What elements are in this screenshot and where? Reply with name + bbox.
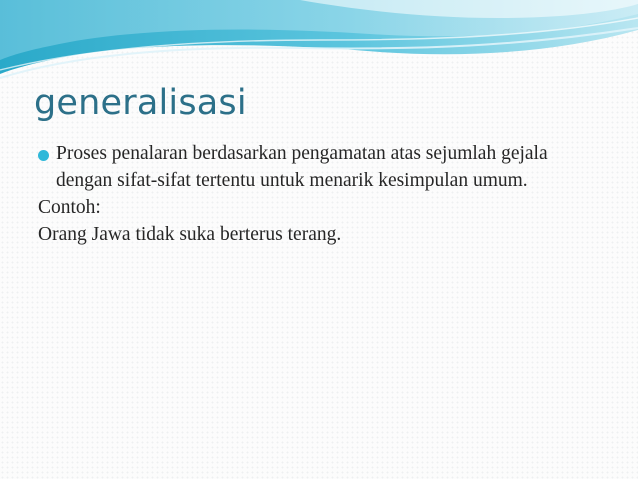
slide-content (38, 140, 598, 248)
header-wave-decoration (0, 0, 638, 80)
bullet-item (38, 140, 598, 194)
bullet-icon (38, 150, 49, 161)
example-text: Orang Jawa tidak suka berterus terang. (38, 224, 342, 245)
slide-title: generalisasi (34, 83, 247, 123)
bullet-text: Proses penalaran berdasarkan pengamatan atas sejumlah gejala dengan sifat-sifat tertentu untuk menarik kesimpulan umum. (56, 143, 548, 191)
example-label: Contoh: (38, 197, 101, 218)
